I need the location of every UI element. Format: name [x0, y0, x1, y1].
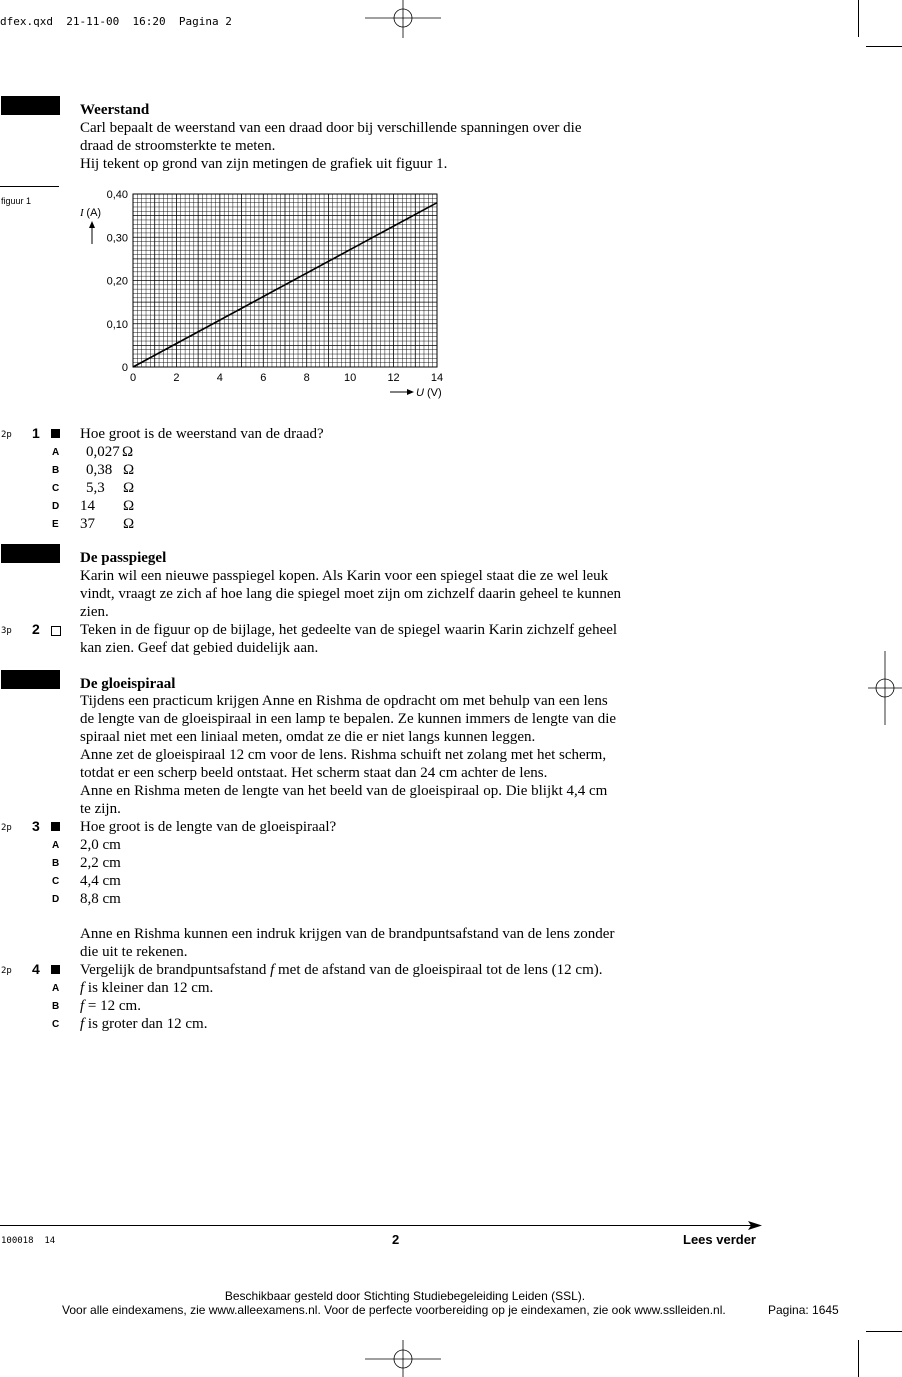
x-tick-label: 0	[129, 372, 137, 384]
x-tick-label: 14	[430, 372, 444, 384]
x-tick-label: 8	[303, 372, 310, 384]
question-number: 3	[32, 818, 40, 834]
arrow-right-icon	[748, 1220, 762, 1231]
x-tick-label: 12	[387, 372, 400, 384]
option-text-part: is groter dan 12 cm.	[84, 1016, 208, 1032]
option-value: 0,38	[86, 462, 113, 478]
intro-line: die uit te rekenen.	[80, 944, 188, 960]
question-text	[80, 961, 603, 979]
option-value: 14	[80, 498, 95, 514]
x-tick-label: 10	[344, 372, 357, 384]
option-letter: A	[52, 840, 60, 851]
footer-page-total: Pagina: 1645	[768, 1303, 839, 1317]
question-text-line: kan zien. Geef dat gebied duidelijk aan.	[80, 640, 319, 656]
section-paragraph-line: Anne en Rishma meten de lengte van het beeld van de gloeispiraal op. Die blijkt 4,4 cm	[80, 783, 608, 799]
x-tick-label: 6	[260, 372, 267, 384]
footer-rule	[0, 1225, 752, 1226]
question-marker-filled	[51, 965, 60, 974]
continue-label: Lees verder	[683, 1232, 756, 1247]
variable-f: f	[270, 962, 275, 978]
option-letter: C	[52, 1019, 60, 1030]
y-axis-label	[79, 207, 101, 219]
section-paragraph-line: totdat er een scherp beeld ontstaat. Het scherm staat dan 24 cm achter de lens.	[80, 765, 548, 781]
crop-mark-top-right-v	[858, 0, 859, 37]
x-tick-label: 2	[173, 372, 180, 384]
section-paragraph-line: Carl bepaalt de weerstand van een draad door bij verschillende spanningen over die	[80, 120, 582, 136]
header-page: Pagina 2	[178, 15, 232, 28]
file-header	[0, 2, 232, 28]
question-marker-open	[51, 626, 61, 636]
registration-mark-bottom	[365, 1340, 441, 1377]
crop-mark-top-right-h	[866, 46, 902, 47]
section-paragraph-line: te zijn.	[80, 801, 121, 817]
option-text-part: is kleiner dan 12 cm.	[84, 980, 214, 996]
x-axis-unit: (V)	[427, 387, 442, 399]
option-letter: D	[52, 501, 60, 512]
question-text-part: met de afstand van de gloeispiraal tot de lens (12 cm).	[274, 962, 603, 978]
option-letter: B	[52, 465, 60, 476]
option-text: 2,0 cm	[80, 837, 121, 853]
question-number: 4	[32, 961, 40, 977]
crop-mark-bottom-right-h	[866, 1331, 902, 1332]
header-time: 16:20	[132, 15, 166, 28]
option-letter: E	[52, 519, 59, 530]
registration-mark-top	[365, 0, 441, 38]
option-letter: A	[52, 447, 60, 458]
option-unit: Ω	[122, 444, 134, 460]
option-text-part: = 12 cm.	[84, 998, 141, 1014]
y-tick-label: 0,40	[106, 189, 128, 201]
option-unit: Ω	[123, 480, 135, 496]
option-value: 5,3	[86, 480, 105, 496]
option-letter: D	[52, 894, 60, 905]
y-axis-arrowhead	[89, 221, 95, 228]
section-paragraph-line: Anne zet de gloeispiraal 12 cm voor de lens. Rishma schuift net zolang met het scherm,	[80, 747, 607, 763]
option-text: 4,4 cm	[80, 873, 121, 889]
section-paragraph-line: Hij tekent op grond van zijn metingen de grafiek uit figuur 1.	[80, 156, 448, 172]
registration-mark-right	[868, 651, 902, 725]
question-points: 3p	[1, 626, 12, 636]
section-paragraph-line: vindt, vraagt ze zich af hoe lang die spiegel moet zijn om zichzelf daarin geheel te kunnen	[80, 586, 622, 602]
y-tick-label: 0,20	[106, 275, 128, 288]
option-letter: B	[52, 1001, 60, 1012]
y-axis-unit: (A)	[86, 207, 102, 219]
variable-f: f	[80, 1016, 85, 1032]
exam-code: 100018 14	[1, 1236, 56, 1246]
section-paragraph-line: Karin wil een nieuwe passpiegel kopen. Als Karin voor een spiegel staat die ze wel leuk	[80, 568, 609, 584]
figure-label: figuur 1	[1, 196, 32, 206]
x-axis-label	[416, 387, 442, 399]
section-paragraph-line: zien.	[80, 604, 109, 620]
question-marker-filled	[51, 429, 60, 438]
figure-rule	[0, 186, 59, 187]
y-tick-label: 0,30	[106, 232, 128, 245]
x-axis-arrowhead	[407, 389, 414, 395]
question-marker-filled	[51, 822, 60, 831]
header-filename: dfex.qxd	[0, 15, 53, 28]
question-points: 2p	[1, 966, 12, 976]
option-value: 37	[80, 516, 95, 532]
question-points: 2p	[1, 430, 12, 440]
option-value: 0,027	[86, 444, 120, 460]
x-axis-symbol: U	[416, 387, 427, 399]
option-unit: Ω	[123, 516, 135, 532]
section-paragraph-line: Tijdens een practicum krijgen Anne en Rishma de opdracht om met behulp van een lens	[80, 693, 608, 709]
section-paragraph-line: draad de stroomsterkte te meten.	[80, 138, 276, 154]
variable-f: f	[80, 980, 85, 996]
footer-credit: Beschikbaar gesteld door Stichting Studiebegeleiding Leiden (SSL).	[224, 1289, 586, 1303]
option-text: 2,2 cm	[80, 855, 121, 871]
section-marker	[1, 670, 60, 689]
option-letter: C	[52, 483, 60, 494]
section-marker	[1, 544, 60, 563]
variable-f: f	[80, 998, 85, 1014]
option-text: 8,8 cm	[80, 891, 121, 907]
option-text	[80, 997, 141, 1015]
option-text	[80, 979, 213, 997]
footer-links: Voor alle eindexamens, zie www.alleexamens.nl. Voor de perfecte voorbereiding op je eindexamen, zie ook www.sslleiden.nl.	[62, 1303, 726, 1317]
intro-line: Anne en Rishma kunnen een indruk krijgen van de brandpuntsafstand van de lens zonder	[80, 926, 615, 942]
question-number: 1	[32, 425, 40, 441]
option-unit: Ω	[123, 498, 135, 514]
option-unit: Ω	[123, 462, 135, 478]
y-tick-label: 0,10	[106, 318, 128, 331]
question-number: 2	[32, 621, 40, 637]
question-points: 2p	[1, 823, 12, 833]
option-letter: A	[52, 983, 60, 994]
y-tick-label: 0	[121, 362, 128, 374]
question-text: Hoe groot is de weerstand van de draad?	[80, 426, 324, 442]
option-letter: C	[52, 876, 60, 887]
current-voltage-chart	[70, 186, 460, 400]
option-text	[80, 1015, 207, 1033]
section-marker	[1, 96, 60, 115]
section-paragraph-line: de lengte van de gloeispiraal in een lamp te bepalen. Ze kunnen immers de lengte van die	[80, 711, 617, 727]
section-paragraph-line: spiraal niet met een liniaal meten, omdat ze die er niet langs kunnen leggen.	[80, 729, 536, 745]
section-title-gloeispiraal: De gloeispiraal	[80, 676, 176, 692]
option-letter: B	[52, 858, 60, 869]
question-text-part: Vergelijk de brandpuntsafstand	[80, 962, 271, 978]
question-text-line: Teken in de figuur op de bijlage, het gedeelte van de spiegel waarin Karin zichzelf geheel	[80, 622, 618, 638]
section-title-passpiegel: De passpiegel	[80, 550, 167, 566]
header-date: 21-11-00	[66, 15, 120, 28]
section-title-weerstand: Weerstand	[80, 102, 150, 118]
y-axis-symbol: I	[80, 207, 87, 219]
page-number: 2	[392, 1232, 400, 1247]
x-tick-label: 4	[216, 372, 223, 384]
question-text: Hoe groot is de lengte van de gloeispiraal?	[80, 819, 337, 835]
crop-mark-bottom-right-v	[858, 1340, 859, 1377]
